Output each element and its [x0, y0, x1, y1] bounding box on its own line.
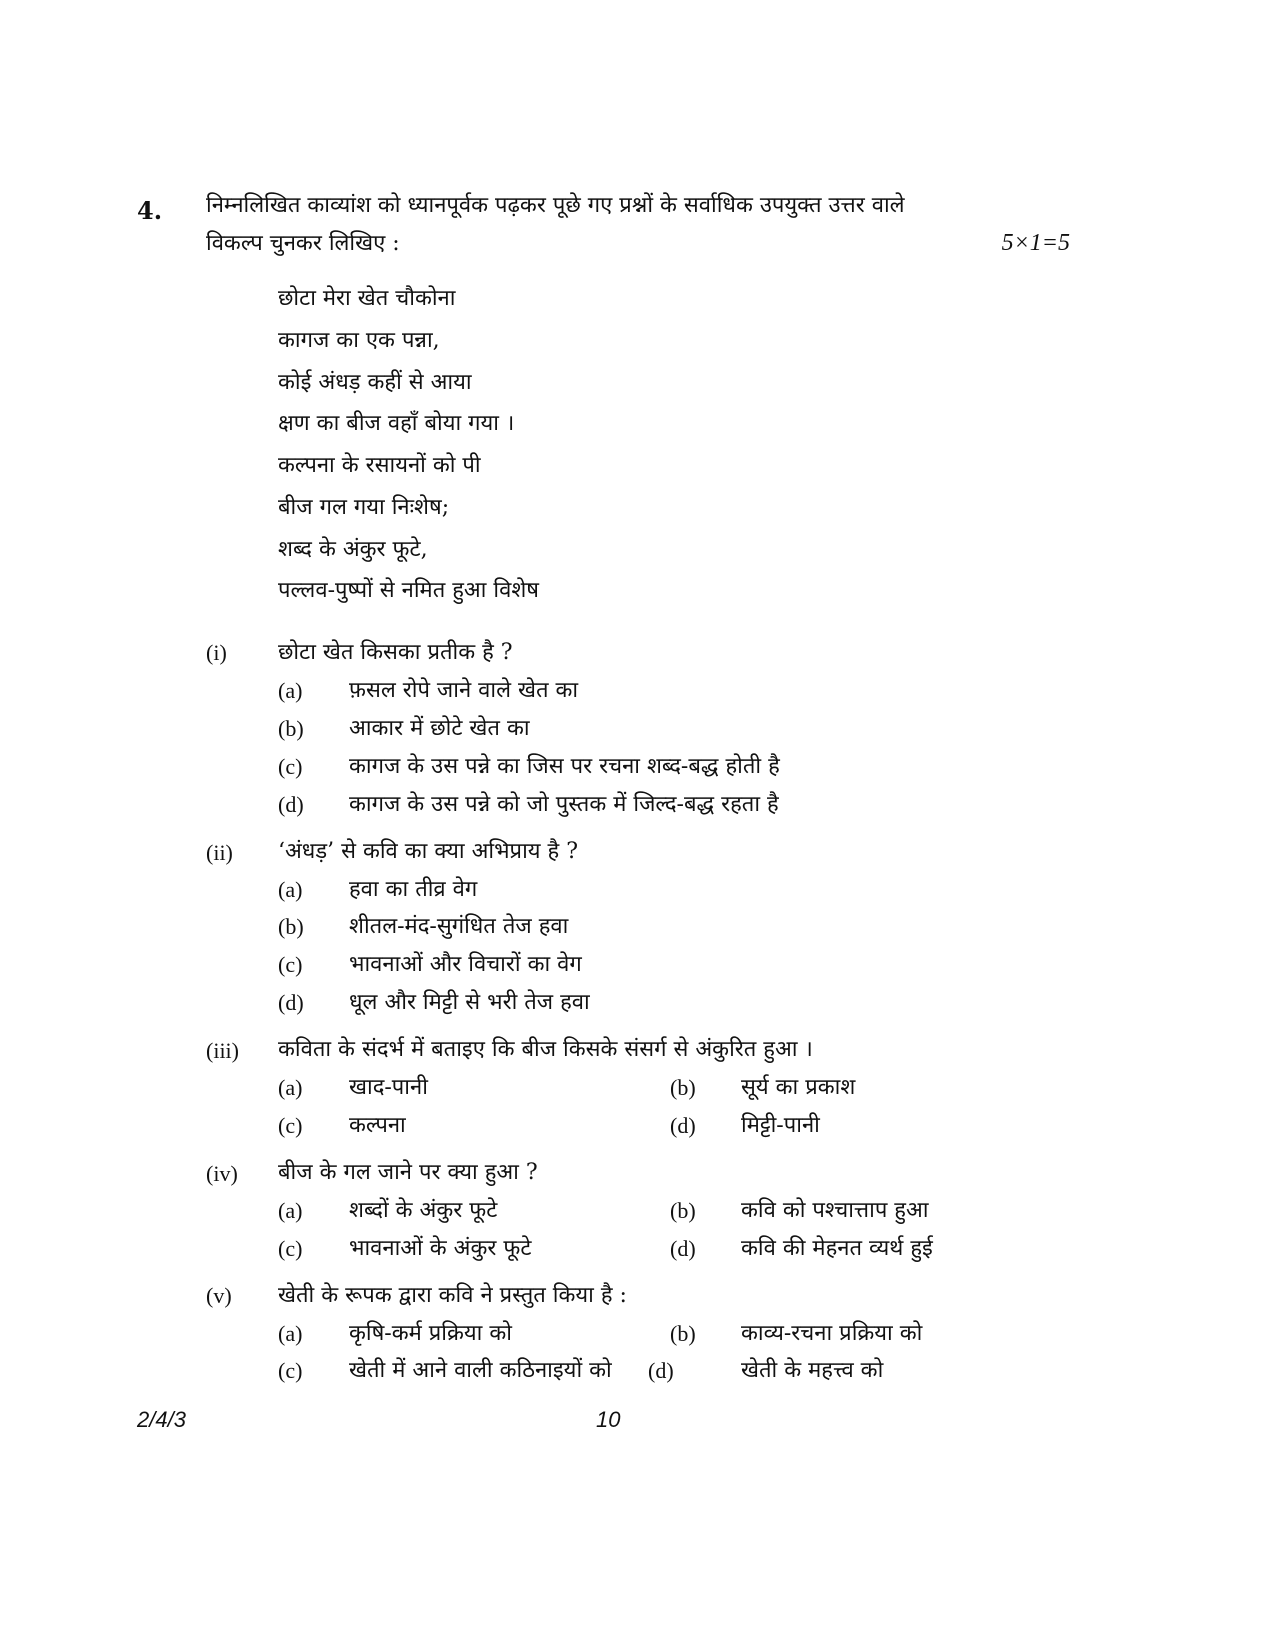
option-text: भावनाओं के अंकुर फूटे: [349, 1236, 532, 1261]
option-text: खाद-पानी: [349, 1075, 428, 1100]
poem-line: पल्लव-पुष्पों से नमित हुआ विशेष: [278, 578, 539, 603]
subquestion-number: (iv): [206, 1161, 238, 1186]
option-text: कागज के उस पन्ने का जिस पर रचना शब्द-बद्ध होती है: [349, 754, 780, 779]
option-text: आकार में छोटे खेत का: [349, 716, 530, 741]
subquestion-text: छोटा खेत किसका प्रतीक है ?: [278, 640, 513, 665]
poem-line: बीज गल गया निःशेष;: [278, 495, 450, 520]
option-text: कृषि-कर्म प्रक्रिया को: [349, 1321, 512, 1346]
option-label: (d): [648, 1358, 674, 1383]
option-label: (b): [670, 1075, 696, 1100]
subquestion-number: (iii): [206, 1038, 239, 1063]
option-label: (d): [670, 1236, 696, 1261]
option-label: (a): [278, 1075, 303, 1100]
poem-line: छोटा मेरा खेत चौकोना: [278, 286, 456, 311]
question-marks: 5×1=5: [1001, 230, 1070, 256]
option-text: धूल और मिट्टी से भरी तेज हवा: [349, 990, 590, 1015]
option-label: (a): [278, 877, 303, 902]
option-text: भावनाओं और विचारों का वेग: [349, 952, 582, 977]
subquestion-number: (i): [206, 640, 227, 665]
option-text: मिट्टी-पानी: [741, 1113, 820, 1138]
option-label: (b): [670, 1321, 696, 1346]
option-label: (c): [278, 1113, 303, 1138]
option-text: खेती के महत्त्व को: [741, 1358, 884, 1383]
option-label: (a): [278, 1321, 303, 1346]
option-label: (b): [670, 1198, 696, 1223]
option-text: हवा का तीव्र वेग: [349, 877, 478, 902]
page-number: 10: [596, 1407, 621, 1432]
question-number: 4.: [137, 196, 163, 225]
option-text: कवि को पश्चात्ताप हुआ: [741, 1198, 929, 1223]
option-text: फ़सल रोपे जाने वाले खेत का: [349, 678, 579, 703]
poem-line: कोई अंधड़ कहीं से आया: [278, 370, 472, 395]
subquestion-text: ‘अंधड़’ से कवि का क्या अभिप्राय है ?: [278, 839, 578, 864]
option-text: काव्य-रचना प्रक्रिया को: [741, 1321, 923, 1346]
option-label: (b): [278, 716, 304, 741]
option-text: कल्पना: [349, 1113, 406, 1138]
poem-line: कागज का एक पन्ना,: [278, 328, 440, 353]
option-label: (d): [278, 990, 304, 1015]
paper-code: 2/4/3: [137, 1407, 186, 1432]
poem-line: शब्द के अंकुर फूटे,: [278, 537, 428, 562]
subquestion-text: बीज के गल जाने पर क्या हुआ ?: [278, 1160, 538, 1185]
option-text: खेती में आने वाली कठिनाइयों को: [349, 1358, 612, 1383]
option-label: (a): [278, 678, 303, 703]
question-instruction-line1: निम्नलिखित काव्यांश को ध्यानपूर्वक पढ़कर पूछे गए प्रश्नों के सर्वाधिक उपयुक्त उत्तर वाले: [206, 193, 905, 218]
subquestion-text: खेती के रूपक द्वारा कवि ने प्रस्तुत किया है :: [278, 1283, 627, 1308]
option-label: (a): [278, 1198, 303, 1223]
option-label: (c): [278, 1236, 303, 1261]
option-label: (d): [278, 792, 304, 817]
option-text: सूर्य का प्रकाश: [741, 1075, 856, 1100]
option-text: शीतल-मंद-सुगंधित तेज हवा: [349, 914, 569, 939]
poem-line: क्षण का बीज वहाँ बोया गया ।: [278, 411, 515, 436]
question-instruction-line2: विकल्प चुनकर लिखिए :: [206, 231, 400, 256]
option-label: (c): [278, 754, 303, 779]
option-text: शब्दों के अंकुर फूटे: [349, 1198, 498, 1223]
poem-line: कल्पना के रसायनों को पी: [278, 453, 481, 478]
subquestion-text: कविता के संदर्भ में बताइए कि बीज किसके संसर्ग से अंकुरित हुआ ।: [278, 1037, 813, 1062]
subquestion-number: (ii): [206, 840, 233, 865]
subquestion-number: (v): [206, 1283, 232, 1308]
option-text: कवि की मेहनत व्यर्थ हुई: [741, 1236, 933, 1261]
option-label: (c): [278, 1358, 303, 1383]
option-label: (b): [278, 914, 304, 939]
option-label: (c): [278, 952, 303, 977]
option-text: कागज के उस पन्ने को जो पुस्तक में जिल्द-बद्ध रहता है: [349, 792, 779, 817]
option-label: (d): [670, 1113, 696, 1138]
